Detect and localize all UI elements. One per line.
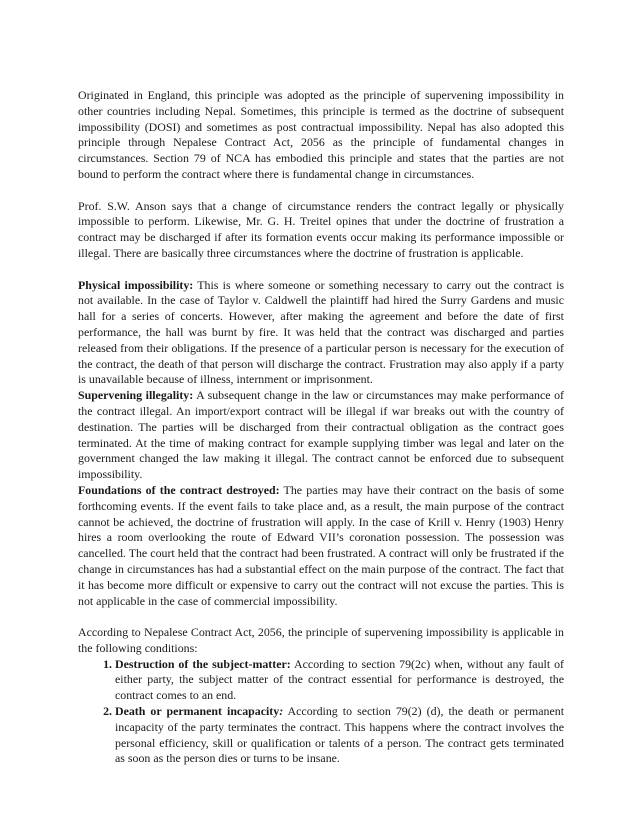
condition-item-destruction <box>115 657 564 704</box>
anson-treitel-paragraph: Prof. S.W. Anson says that a change of circumstance renders the contract legally or physically impossible to perform. Likewise, Mr. G. H. Treitel opines that under the doctrine of frustration a contract may be discharged if after its formation events occur making its performance impossible or illegal. There are basically three circumstances where the doctrine of frustration is applicable. <box>78 198 564 260</box>
supervening-illegality-paragraph <box>78 388 564 483</box>
condition-heading: Destruction of the subject-matter: <box>115 656 291 671</box>
foundations-destroyed-heading: Foundations of the contract destroyed: <box>78 482 280 497</box>
foundations-destroyed-body: The parties may have their contract on the basis of some forthcoming events. If the event fails to take place and, as a result, the main purpose of the contract cannot be achieved, the doctrine of frustration will apply. In the case of Krill v. Henry (1903) Henry hires a room overlooking the route of Edward VII’s coronation possession. The possession was cancelled. The court held that the contract had been frustrated. A contract will only be frustrated if the change in circumstances has had a substantial effect on the main purpose of the contract. The fact that it has become more difficult or expensive to carry out the contract will not excuse the parties. This is not applicable in the case of commercial impossibility. <box>78 482 564 608</box>
physical-impossibility-body: This is where someone or something necessary to carry out the contract is not available. In the case of Taylor v. Caldwell the plaintiff had hired the Surry Gardens and music hall for a series of concerts. However, after making the agreement and before the date of first performance, the hall was burnt by fire. It was held that the contract was discharged and parties released from their obligations. If the presence of a particular person is necessary for the execution of the contract, the death of that person will discharge the contract. Frustration may also apply if a party is unavailable because of illness, internment or imprisonment. <box>78 277 564 387</box>
condition-body: According to section 79(2) (d), the death or permanent incapacity of the party terminates the contract. This happens where the contract involves the personal efficiency, skill or qualification or talents of a person. The contract gets terminated as soon as the person dies or turns to be insane. <box>115 704 564 766</box>
condition-item-death-incapacity <box>115 704 564 767</box>
physical-impossibility-paragraph <box>78 278 564 389</box>
condition-heading: Death or permanent incapacity <box>115 704 280 719</box>
foundations-destroyed-paragraph <box>78 483 564 609</box>
intro-paragraph: Originated in England, this principle was adopted as the principle of supervening impossibility in other countries including Nepal. Sometimes, this principle is termed as the doctrine of subsequent impossibility (DOSI) and sometimes as post contractual impossibility. Nepal has also adopted this principle through Nepalese Contract Act, 2056 as the principle of fundamental changes in circumstances. Section 79 of NCA has embodied this principle and states that the parties are not bound to perform the contract where there is fundamental change in circumstances. <box>78 88 564 181</box>
condition-heading-colon: : <box>279 704 284 719</box>
supervening-illegality-body: A subsequent change in the law or circumstances may make performance of the contract illegal. An import/export contract will be illegal if war breaks out with the country of destination. The parties will be discharged from their contractual obligation as the contract goes terminated. At the time of making contract for example supplying timber was legal and later on the government changed the law making it illegal. The contract cannot be enforced due to subsequent impossibility. <box>78 388 564 482</box>
document-page <box>78 88 564 767</box>
physical-impossibility-heading: Physical impossibility: <box>78 277 194 292</box>
conditions-intro-paragraph: According to Nepalese Contract Act, 2056, the principle of supervening impossibility is applicable in the following conditions: <box>78 625 564 655</box>
conditions-list <box>78 657 564 768</box>
condition-body: According to section 79(2c) when, without any fault of either party, the subject matter of the contract essential for performance is destroyed, the contract comes to an end. <box>115 656 565 703</box>
paragraph-gap <box>78 183 564 199</box>
paragraph-gap <box>78 609 564 625</box>
paragraph-gap <box>78 262 564 278</box>
supervening-illegality-heading: Supervening illegality: <box>78 388 194 403</box>
